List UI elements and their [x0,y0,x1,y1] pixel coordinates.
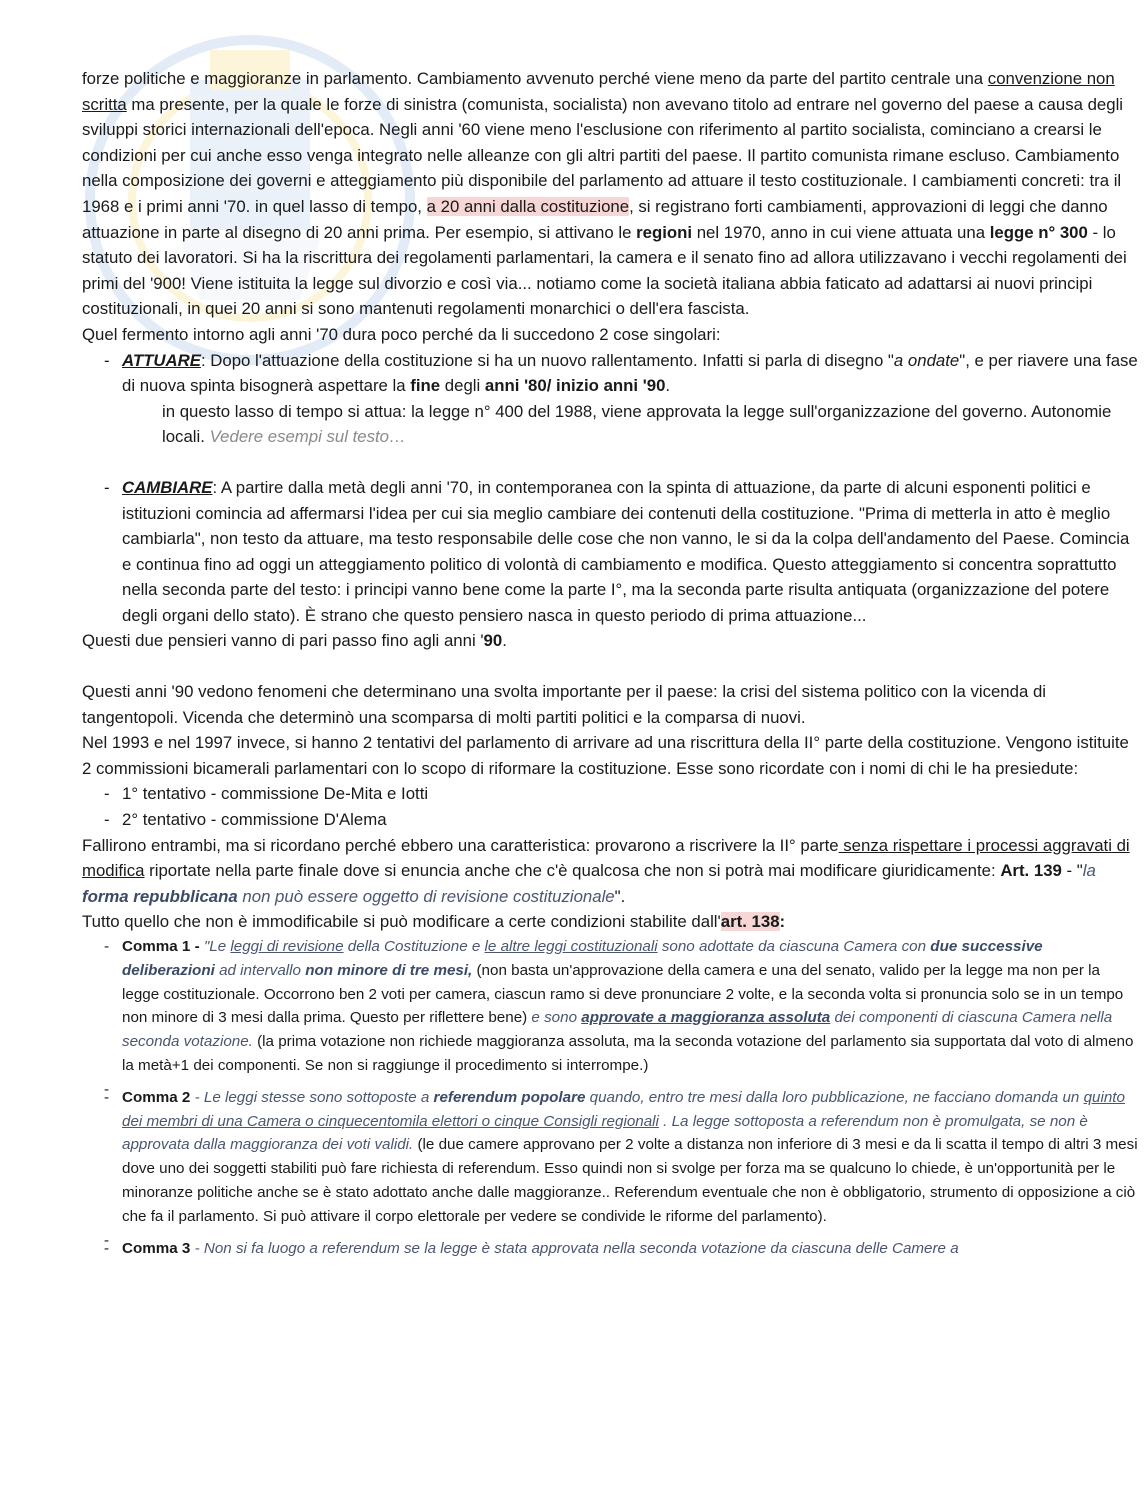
list-item-cambiare: - CAMBIARE: A partire dalla metà degli anni '70, in contemporanea con la spinta di attuazione, da parte di alcuni esponenti politici e istituzioni comincia ad affermarsi l'idea per cui sia meglio cambiare dei contenuti della costituzione. "Prima di metterla in atto è meglio cambiarla", non testo da attuare, ma testo responsabile delle cose che non vanno, le si da la colpa dell'andamento del Paese. Comincia e continua fino ad oggi un atteggiamento politico di volontà di cambiamento e modifica. Questo atteggiamento si concentra soprattutto nella seconda parte del testo: i principi vanno bene come la parte I°, ma la seconda parte risulta antiquata (organizzazione del potere degli organi dello stato). È strano che questo pensiero nasca in questo periodo di prima attuazione... [82,475,1138,629]
attuare-subnote: in questo lasso di tempo si attua: la legge n° 400 del 1988, viene approvata la legge sull'organizzazione del governo. Autonomie locali. Vedere esempi sul testo… [162,401,1112,447]
intro-paragraph: forze politiche e maggioranze in parlamento. Cambiamento avvenuto perché viene meno da parte del partito centrale una convenzione non scritta ma presente, per la quale le forze di sinistra (comunista, socialista) non avevano titolo ad entrare nel governo del paese a causa degli sviluppi storici internazionali dell'epoca. Negli anni '60 viene meno l'esclusione con riferimento al partito socialista, cominciano a crearsi le condizioni per cui anche esso venga integrato nelle alleanze con gli altri partiti del paese. Il partito comunista rimane escluso. Cambiamento nella composizione dei governi e atteggiamento più disponibile del parlamento ad attuare il testo costituzionale. I cambiamenti concreti: tra il 1968 e i primi anni '70. in quel lasso di tempo, a 20 anni dalla costituzione, si registrano forti cambiamenti, approvazioni di leggi che danno attuazione in parte al disegno di 20 anni prima. Per esempio, si attivano le regioni nel 1970, anno in cui viene attuata una legge n° 300 - lo statuto dei lavoratori. Si ha la riscrittura dei regolamenti parlamentari, la camera e il senato fino ad allora utilizzavano i vecchi regolamenti dei primi del '900! Viene istituita la legge sul divorzio e così via... notiamo come la società italiana abbia faticato ad adattarsi ai nuovi principi costituzionali, in quei 20 anni si sono mantenuti regolamenti monarchici o dell'era fascista. [82,69,1127,319]
list-item: - 1° tentativo - commissione De-Mita e Iotti [82,781,1138,807]
tutto-paragraph: Tutto quello che non è immodificabile si può modificare a certe condizioni stabilite dall'art. 138: [82,912,786,932]
list-item-comma-3: - Comma 3 - Non si fa luogo a referendum se la legge è stata approvata nella seconda votazione da ciascuna delle Camere a [82,1237,1138,1261]
attuare-list [82,348,1138,399]
anni90-paragraph: Questi anni '90 vedono fenomeni che determinano una svolta importante per il paese: la crisi del sistema politico con la vicenda di tangentopoli. Vicenda che determinò una scomparsa di molti partiti politici e la comparsa di nuovi. [82,682,1047,727]
document-page [82,66,1138,1260]
list-item-attuare: - ATTUARE: Dopo l'attuazione della costituzione si ha un nuovo rallentamento. Infatti si parla di disegno "a ondate", e per riavere una fase di nuova spinta bisognerà aspettare la fine degli anni '80/ inizio anni '90. [82,348,1138,399]
pari-paragraph: Questi due pensieri vanno di pari passo fino agli anni '90. [82,631,507,651]
commissioni-list [82,781,1138,832]
tentativi-paragraph: Nel 1993 e nel 1997 invece, si hanno 2 tentativi del parlamento di arrivare ad una riscrittura della II° parte della costituzione. Vengono istituite 2 commissioni bicamerali parlamentari con lo scopo di riformare la costituzione. Esse sono ricordate con i nomi di chi le ha presiedute: [82,733,1129,778]
list-item-comma-1: - Comma 1 - "Le leggi di revisione della Costituzione e le altre leggi costituzionali sono adottate da ciascuna Camera con due successive deliberazioni ad intervallo non minore di tre mesi, (non basta un'approvazione della camera e una del senato, valido per la legge ma non per la legge costituzionale. Occorrono ben 2 voti per camera, ciascun ramo si deve pronunciare 2 volte, e la seconda volta si pronuncia solo se in un tempo non minore di 3 mesi dalla prima. Questo per riflettere bene) e sono approvate a maggioranza assoluta dei componenti di ciascuna Camera nella seconda votazione. (la prima votazione non richiede maggioranza assoluta, ma la seconda votazione del parlamento sia supportata dal voto di almeno la metà+1 dei componenti. Se non si raggiunge il procedimento si interrompe.) [82,935,1138,1078]
spacer [82,1229,1138,1237]
spacer [82,1078,1138,1086]
commi-list [82,935,1138,1260]
fallirono-paragraph: Fallirono entrambi, ma si ricordano perché ebbero una caratteristica: provarono a riscrivere la II° parte senza rispettare i processi aggravati di modifica riportate nella parte finale dove si enuncia anche che c'è qualcosa che non si potrà mai modificare giuridicamente: Art. 139 - "la forma repubblicana non può essere oggetto di revisione costituzionale". [82,835,1130,906]
list-item-comma-2: - Comma 2 - Le leggi stesse sono sottoposte a referendum popolare quando, entro tre mesi dalla loro pubblicazione, ne facciano domanda un quinto dei membri di una Camera o cinquecentomila elettori o cinque Consigli regionali . La legge sottoposta a referendum non è promulgata, se non è approvata dalla maggioranza dei voti validi. (le due camere approvano per 2 volte a distanza non inferiore di 3 mesi e da li scatta il tempo di altri 3 mesi dove uno dei soggetti stabiliti può fare richiesta di referendum. Esso quindi non si svolge per forza ma se qualcuno lo chiede, è un'opportunità per le minoranze politiche anche se è stato adottato anche dalle maggioranze.. Referendum eventuale che non è obbligatorio, strumento di opposizione a ciò che fa il parlamento. Si può attivare il corpo elettorale per vedere se condivide le riforme del parlamento). [82,1086,1138,1229]
cambiare-list [82,475,1138,629]
fermento-paragraph: Quel fermento intorno agli anni '70 dura poco perché da li succedono 2 cose singolari: [82,324,721,344]
list-item: - 2° tentativo - commissione D'Alema [82,807,1138,833]
